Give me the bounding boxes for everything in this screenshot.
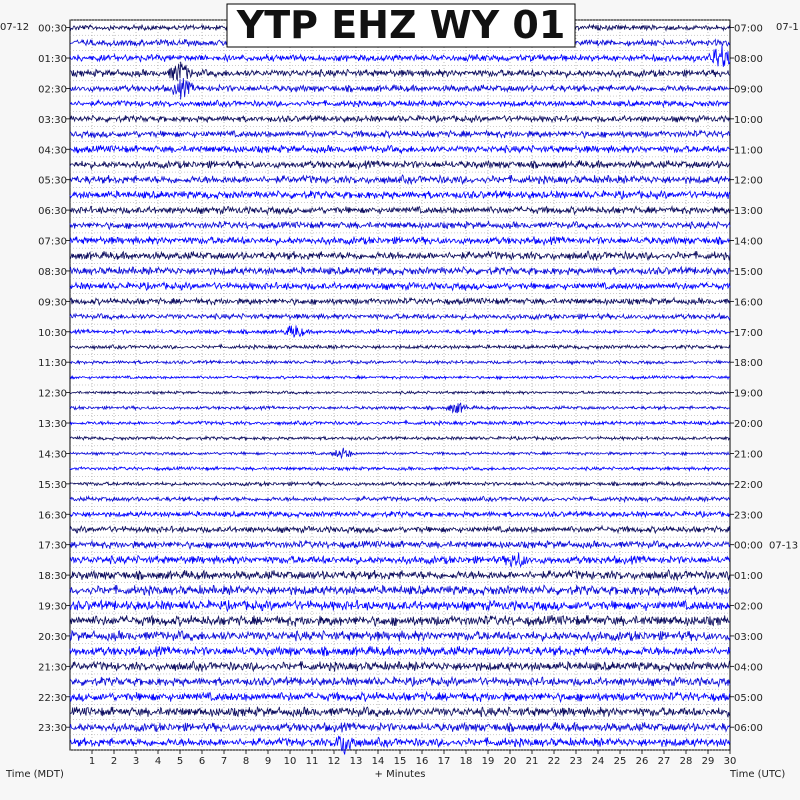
- x-tick-label: 23: [569, 756, 583, 767]
- x-tick-label: 4: [154, 756, 162, 767]
- x-tick-label: 28: [679, 756, 693, 767]
- right-time-label: 08:00: [734, 54, 763, 66]
- right-time-label: 02:00: [734, 601, 763, 613]
- x-tick-label: 20: [503, 756, 517, 767]
- x-tick-label: 26: [635, 756, 649, 767]
- x-tick-label: 27: [657, 756, 671, 767]
- right-time-label: 03:00: [734, 631, 763, 643]
- right-time-label: 18:00: [734, 358, 763, 370]
- left-date-label: 07-12: [0, 22, 30, 33]
- right-time-label: 04:00: [734, 662, 763, 674]
- left-time-label: 08:30: [38, 266, 67, 278]
- x-tick-label: 17: [437, 756, 451, 767]
- right-date-label: 07-1: [776, 22, 799, 33]
- right-time-label: 06:00: [734, 723, 763, 735]
- x-tick-label: 11: [305, 756, 319, 767]
- left-time-label: 01:30: [38, 54, 67, 66]
- left-time-label: 05:30: [38, 175, 67, 187]
- right-time-label: 09:00: [734, 84, 763, 96]
- left-axis-label: Time (MDT): [6, 769, 64, 780]
- right-time-label: 10:00: [734, 114, 763, 126]
- right-time-label: 20:00: [734, 419, 763, 431]
- left-time-label: 07:30: [38, 236, 67, 248]
- left-time-label: 17:30: [38, 540, 67, 552]
- left-time-label: 13:30: [38, 419, 67, 431]
- right-time-label: 23:00: [734, 510, 763, 522]
- left-time-label: 06:30: [38, 206, 67, 218]
- x-tick-label: 5: [176, 756, 184, 767]
- x-tick-label: 1: [88, 756, 96, 767]
- left-time-label: 15:30: [38, 479, 67, 491]
- x-tick-group: [89, 750, 737, 767]
- x-tick-label: 6: [198, 756, 206, 767]
- left-time-label: 03:30: [38, 114, 67, 126]
- left-time-label: 21:30: [38, 662, 67, 674]
- x-tick-label: 24: [591, 756, 605, 767]
- x-tick-label: 9: [264, 756, 272, 767]
- right-time-labels: [730, 24, 798, 735]
- right-time-label: 07:00: [734, 23, 763, 35]
- right-time-label: 19:00: [734, 388, 763, 400]
- right-time-label: 05:00: [734, 692, 763, 704]
- left-time-label: 20:30: [38, 631, 67, 643]
- right-time-label: 00:00: [734, 540, 763, 552]
- right-time-label: 12:00: [734, 175, 763, 187]
- right-axis-label: Time (UTC): [730, 769, 786, 780]
- x-tick-label: 2: [110, 756, 118, 767]
- left-time-label: 10:30: [38, 327, 67, 339]
- right-time-label: 13:00: [734, 206, 763, 218]
- x-tick-label: 18: [459, 756, 473, 767]
- right-next-day-label: 07-13: [769, 540, 799, 552]
- x-tick-label: 22: [547, 756, 561, 767]
- x-tick-label: 8: [242, 756, 250, 767]
- x-tick-label: 29: [701, 756, 715, 767]
- left-time-label: 16:30: [38, 510, 67, 522]
- right-time-label: 15:00: [734, 266, 763, 278]
- left-time-label: 04:30: [38, 145, 67, 157]
- x-tick-label: 15: [393, 756, 407, 767]
- left-time-label: 02:30: [38, 84, 67, 96]
- left-time-labels: [38, 24, 70, 735]
- left-time-label: 00:30: [38, 23, 67, 35]
- left-time-label: 23:30: [38, 723, 67, 735]
- left-time-label: 14:30: [38, 449, 67, 461]
- right-time-label: 11:00: [734, 145, 763, 157]
- right-time-label: 16:00: [734, 297, 763, 309]
- x-tick-label: 10: [283, 756, 297, 767]
- x-tick-label: 3: [132, 756, 140, 767]
- left-time-label: 22:30: [38, 692, 67, 704]
- right-time-label: 22:00: [734, 479, 763, 491]
- x-tick-label: 25: [613, 756, 627, 767]
- left-time-label: 11:30: [38, 358, 67, 370]
- left-time-label: 09:30: [38, 297, 67, 309]
- right-time-label: 01:00: [734, 571, 763, 583]
- x-tick-label: 13: [349, 756, 363, 767]
- left-time-label: 19:30: [38, 601, 67, 613]
- x-tick-label: 21: [525, 756, 539, 767]
- x-tick-label: 19: [481, 756, 495, 767]
- x-tick-label: 30: [723, 756, 737, 767]
- x-tick-label: 16: [415, 756, 429, 767]
- x-axis-label: + Minutes: [374, 769, 426, 780]
- right-time-label: 14:00: [734, 236, 763, 248]
- right-time-label: 17:00: [734, 327, 763, 339]
- x-tick-label: 14: [371, 756, 385, 767]
- left-time-label: 18:30: [38, 571, 67, 583]
- x-tick-label: 12: [327, 756, 341, 767]
- chart-title: YTP EHZ WY 01: [236, 3, 566, 47]
- left-time-label: 12:30: [38, 388, 67, 400]
- right-time-label: 21:00: [734, 449, 763, 461]
- x-tick-label: 7: [220, 756, 228, 767]
